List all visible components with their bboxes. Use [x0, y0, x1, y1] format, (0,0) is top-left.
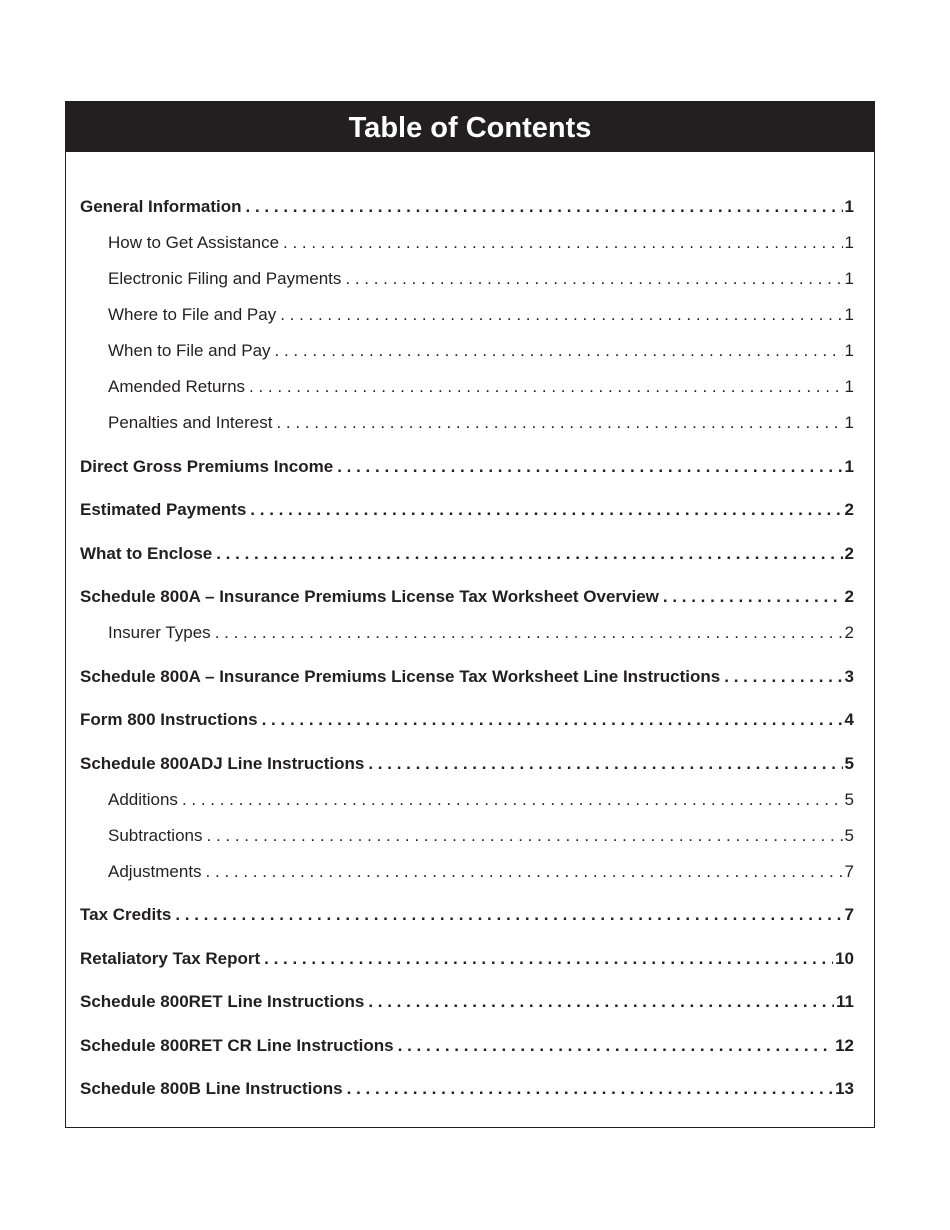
toc-entry-label: Insurer Types	[108, 623, 211, 642]
dot-leader	[250, 500, 842, 520]
dot-leader	[283, 233, 843, 253]
toc-entry-page: 4	[844, 710, 854, 729]
toc-entry-label: Form 800 Instructions	[80, 710, 258, 729]
toc-entry-label: How to Get Assistance	[108, 233, 280, 252]
toc-entry-label: Where to File and Pay	[108, 305, 277, 324]
toc-entry-page: 5	[844, 790, 854, 809]
toc-entry[interactable]	[80, 710, 854, 730]
toc-entry-label: Schedule 800A – Insurance Premiums License Tax Worksheet Line Instructions	[80, 667, 721, 686]
toc-entry-label: Penalties and Interest	[108, 413, 273, 432]
toc-entry-page: 1	[844, 341, 854, 360]
toc-entry[interactable]	[80, 544, 854, 564]
dot-leader	[368, 754, 842, 774]
dot-leader	[182, 790, 843, 810]
toc-entry-page: 2	[844, 623, 854, 642]
toc-entry[interactable]	[80, 905, 854, 925]
toc-subentry[interactable]	[80, 826, 854, 846]
toc-entry-page: 13	[835, 1079, 854, 1098]
toc-entry-page: 1	[844, 233, 854, 252]
dot-leader	[276, 413, 842, 433]
toc-entry-label: Estimated Payments	[80, 500, 247, 519]
dot-leader	[337, 457, 842, 477]
toc-entry-page: 10	[835, 949, 854, 968]
toc-entry-label: Schedule 800A – Insurance Premiums License Tax Worksheet Overview	[80, 587, 659, 606]
toc-entry[interactable]	[80, 457, 854, 477]
dot-leader	[175, 905, 842, 925]
toc-entry-page: 7	[844, 862, 854, 881]
dot-leader	[207, 826, 843, 846]
toc-entry-label: What to Enclose	[80, 544, 213, 563]
dot-leader	[215, 623, 843, 643]
toc-entry-label: General Information	[80, 197, 242, 216]
toc-entry-label: Retaliatory Tax Report	[80, 949, 261, 968]
toc-entry-label: Tax Credits	[80, 905, 172, 924]
dot-leader	[724, 667, 842, 687]
toc-entry-page: 1	[844, 269, 854, 288]
toc-entry-page: 1	[844, 197, 854, 216]
toc-entry-page: 2	[844, 587, 854, 606]
toc-entry[interactable]	[80, 754, 854, 774]
dot-leader	[663, 587, 843, 607]
toc-entry-label: Electronic Filing and Payments	[108, 269, 342, 288]
toc-subentry[interactable]	[80, 377, 854, 397]
toc-subentry[interactable]	[80, 413, 854, 433]
toc-entry-label: Schedule 800B Line Instructions	[80, 1079, 343, 1098]
toc-entry[interactable]	[80, 667, 854, 687]
toc-entry-page: 3	[844, 667, 854, 686]
dot-leader	[216, 544, 842, 564]
dot-leader	[262, 710, 843, 730]
dot-leader	[347, 1079, 833, 1099]
toc-entry-label: Adjustments	[108, 862, 202, 881]
toc-entry[interactable]	[80, 1036, 854, 1056]
toc-entry-label: Schedule 800RET CR Line Instructions	[80, 1036, 394, 1055]
toc-entry-label: Schedule 800RET Line Instructions	[80, 992, 365, 1011]
toc-entry[interactable]	[80, 197, 854, 217]
dot-leader	[246, 197, 843, 217]
toc-subentry[interactable]	[80, 623, 854, 643]
toc-entry[interactable]	[80, 587, 854, 607]
toc-entry-label: Direct Gross Premiums Income	[80, 457, 334, 476]
toc-subentry[interactable]	[80, 269, 854, 289]
toc-subentry[interactable]	[80, 233, 854, 253]
toc-entry-label: Additions	[108, 790, 178, 809]
toc-entry-label: Amended Returns	[108, 377, 246, 396]
toc-entry-page: 1	[844, 457, 854, 476]
toc-entry-page: 7	[844, 905, 854, 924]
dot-leader	[280, 305, 842, 325]
toc-entry-page: 5	[844, 754, 854, 773]
toc-entry-page: 1	[844, 413, 854, 432]
dot-leader	[398, 1036, 833, 1056]
toc-entry-page: 5	[844, 826, 854, 845]
toc-entry-page: 1	[844, 305, 854, 324]
toc-entry-label: Subtractions	[108, 826, 203, 845]
dot-leader	[368, 992, 834, 1012]
toc-entry-label: Schedule 800ADJ Line Instructions	[80, 754, 365, 773]
toc-subentry[interactable]	[80, 862, 854, 882]
dot-leader	[345, 269, 842, 289]
toc-entry-page: 2	[844, 544, 854, 563]
table-of-contents	[65, 101, 875, 1128]
dot-leader	[206, 862, 843, 882]
toc-entry-page: 11	[836, 992, 854, 1011]
toc-subentry[interactable]	[80, 341, 854, 361]
toc-entry[interactable]	[80, 500, 854, 520]
dot-leader	[275, 341, 843, 361]
toc-subentry[interactable]	[80, 305, 854, 325]
toc-entry-page: 1	[844, 377, 854, 396]
dot-leader	[249, 377, 843, 397]
toc-entry-label: When to File and Pay	[108, 341, 271, 360]
toc-entry[interactable]	[80, 949, 854, 969]
toc-title: Table of Contents	[66, 102, 874, 152]
dot-leader	[264, 949, 833, 969]
toc-entry-page: 12	[835, 1036, 854, 1055]
toc-entry[interactable]	[80, 1079, 854, 1099]
toc-entry-page: 2	[844, 500, 854, 519]
toc-subentry[interactable]	[80, 790, 854, 810]
toc-entry[interactable]	[80, 992, 854, 1012]
